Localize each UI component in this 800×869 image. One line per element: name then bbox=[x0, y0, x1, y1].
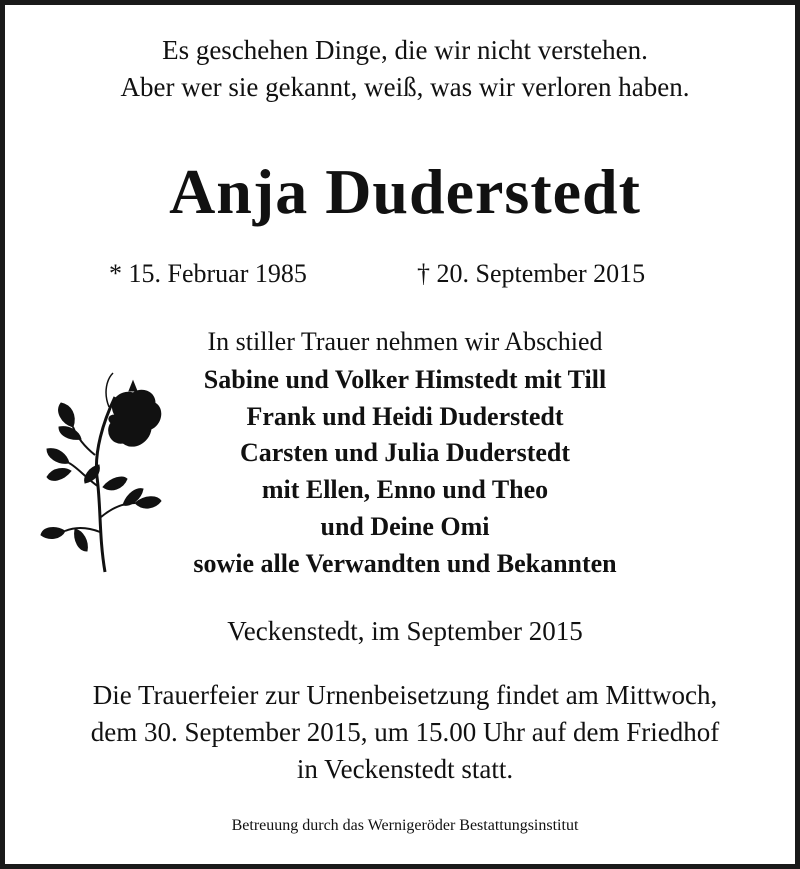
service-line-1: Die Trauerfeier zur Urnenbeisetzung findet am Mittwoch, bbox=[92, 680, 718, 710]
mourner-line: und Deine Omi bbox=[320, 512, 490, 541]
mourner-line: Carsten und Julia Duderstedt bbox=[239, 438, 571, 467]
quote-line-1: Es geschehen Dinge, die wir nicht verstehen. bbox=[162, 35, 648, 65]
quote-line-2: Aber wer sie gekannt, weiß, was wir verloren haben. bbox=[120, 72, 690, 102]
mourner-line: Frank und Heidi Duderstedt bbox=[246, 402, 564, 431]
mourner-line: Sabine und Volker Himstedt mit Till bbox=[203, 365, 607, 394]
death-date: † 20. September 2015 bbox=[417, 259, 646, 288]
place-date: Veckenstedt, im September 2015 bbox=[227, 616, 583, 646]
mourner-line: mit Ellen, Enno und Theo bbox=[261, 475, 549, 504]
service-line-2: dem 30. September 2015, um 15.00 Uhr auf dem Friedhof bbox=[90, 717, 720, 747]
rose-icon bbox=[37, 367, 167, 582]
funeral-home-note: Betreuung durch das Wernigeröder Bestattungsinstitut bbox=[231, 817, 579, 834]
mourning-intro: In stiller Trauer nehmen wir Abschied bbox=[207, 327, 603, 356]
mourner-line: sowie alle Verwandten und Bekannten bbox=[193, 549, 617, 578]
deceased-name: Anja Duderstedt bbox=[169, 156, 641, 227]
service-line-3: in Veckenstedt statt. bbox=[296, 754, 514, 784]
birth-date: * 15. Februar 1985 bbox=[109, 259, 307, 288]
